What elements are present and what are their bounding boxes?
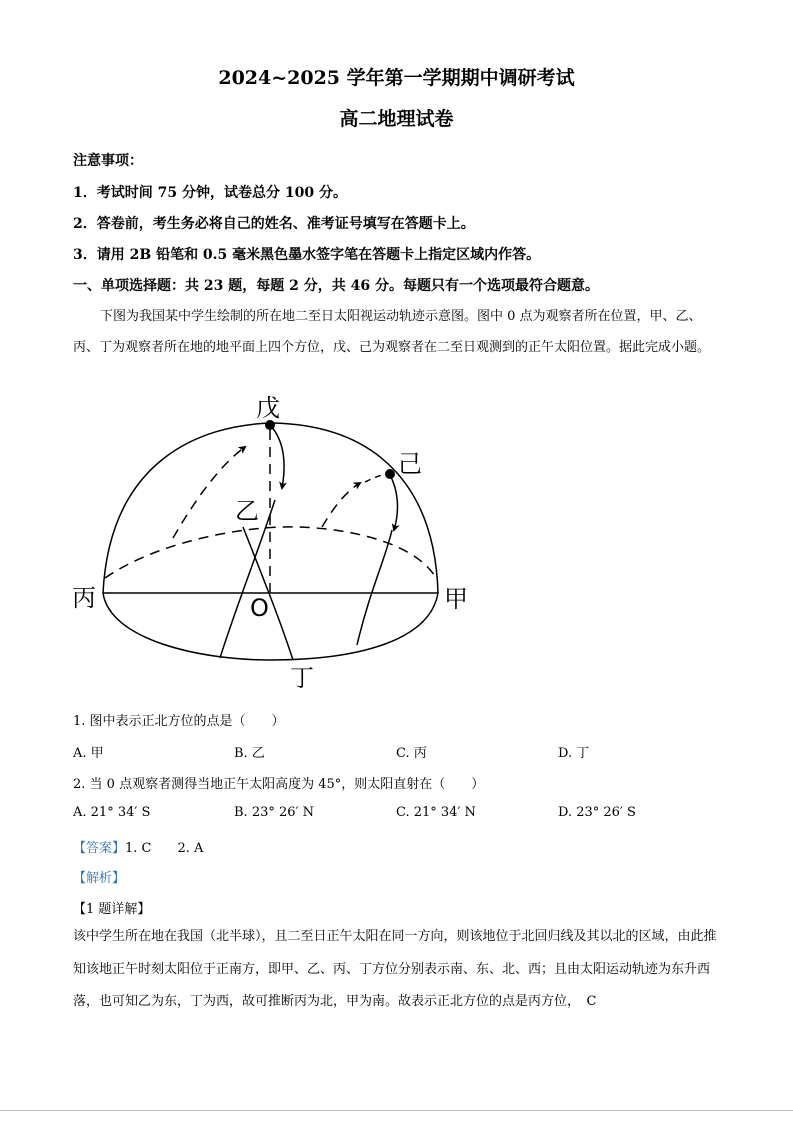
page-bottom-rule (0, 1110, 793, 1111)
ground-front-arc (103, 593, 438, 660)
label-ji: 己 (398, 450, 422, 478)
answer-tag: 【答案】 (73, 841, 126, 856)
question-1-stem: 1. 图中表示正北方位的点是（ ） (73, 714, 285, 729)
label-bing: 丙 (72, 584, 96, 612)
descending-arc-ji (390, 475, 397, 530)
notice-item-2: 2．答卷前，考生务必将自己的姓名、准考证号填写在答题卡上。 (73, 216, 475, 232)
notice-item-3: 3．请用 2B 铅笔和 0.5 毫米黑色墨水签字笔在答题卡上指定区域内作答。 (73, 247, 541, 263)
label-wu: 戊 (256, 394, 280, 422)
answer-text: 1. C 2. A (125, 841, 204, 856)
q2-option-d[interactable]: D. 23° 26′ S (558, 805, 636, 820)
question-intro: 下图为我国某中学生绘制的所在地二至日太阳视运动轨迹示意图。图中 0 点为观察者所在位置，甲、乙、丙、丁为观察者所在地的地平面上四个方位，戊、己为观察者在二至日观测到的正午太阳位置。据此完成小题。 (73, 309, 711, 355)
exam-subtitle: 高二地理试卷 (339, 108, 454, 130)
q2-option-b[interactable]: B. 23° 26′ N (234, 805, 314, 820)
sun-point-ji (385, 469, 395, 479)
exam-title: 2024~2025 学年第一学期期中调研考试 (218, 67, 575, 89)
q2-option-a[interactable]: A. 21° 34′ S (73, 805, 151, 820)
analysis-tag: 【解析】 (73, 871, 126, 886)
q1-option-b[interactable]: B. 乙 (234, 746, 265, 761)
label-o: O (250, 594, 269, 622)
label-ding: 丁 (290, 664, 314, 692)
sun-path-diagram (70, 393, 490, 698)
notice-item-1: 1．考试时间 75 分钟，试卷总分 100 分。 (73, 185, 347, 201)
rising-arc-right (322, 483, 360, 527)
q1-option-c[interactable]: C. 丙 (396, 746, 427, 761)
analysis-detail-tag: 【1 题详解】 (73, 902, 151, 917)
q2-option-c[interactable]: C. 21° 34′ N (396, 805, 476, 820)
notice-heading: 注意事项： (73, 153, 143, 169)
path-line-ji (357, 530, 392, 645)
section-heading: 一、单项选择题：共 23 题，每题 2 分，共 46 分。每题只有一个选项最符合题意。 (73, 278, 599, 294)
label-yi: 乙 (235, 497, 259, 525)
analysis-detail-text: 该中学生所在地在我国（北半球），且二至日正午太阳在同一方向，则该地位于北回归线及其以北的区域，由此推知该地正午时刻太阳位于正南方，即甲、乙、丙、丁方位分别表示南、东、北、西；且由太阳运动轨迹为东升西落，也可知乙为东，丁为西，故可推断丙为北，甲为南。故表示正北方位的点是丙方位， C (73, 929, 717, 1009)
label-jia: 甲 (444, 585, 468, 613)
answer-line (73, 837, 203, 856)
q1-option-d[interactable]: D. 丁 (558, 746, 590, 761)
q1-option-a[interactable]: A. 甲 (73, 746, 104, 761)
question-2-stem: 2. 当 0 点观察者测得当地正午太阳高度为 45°，则太阳直射在（ ） (73, 777, 485, 792)
descending-arc-wu (271, 426, 284, 488)
